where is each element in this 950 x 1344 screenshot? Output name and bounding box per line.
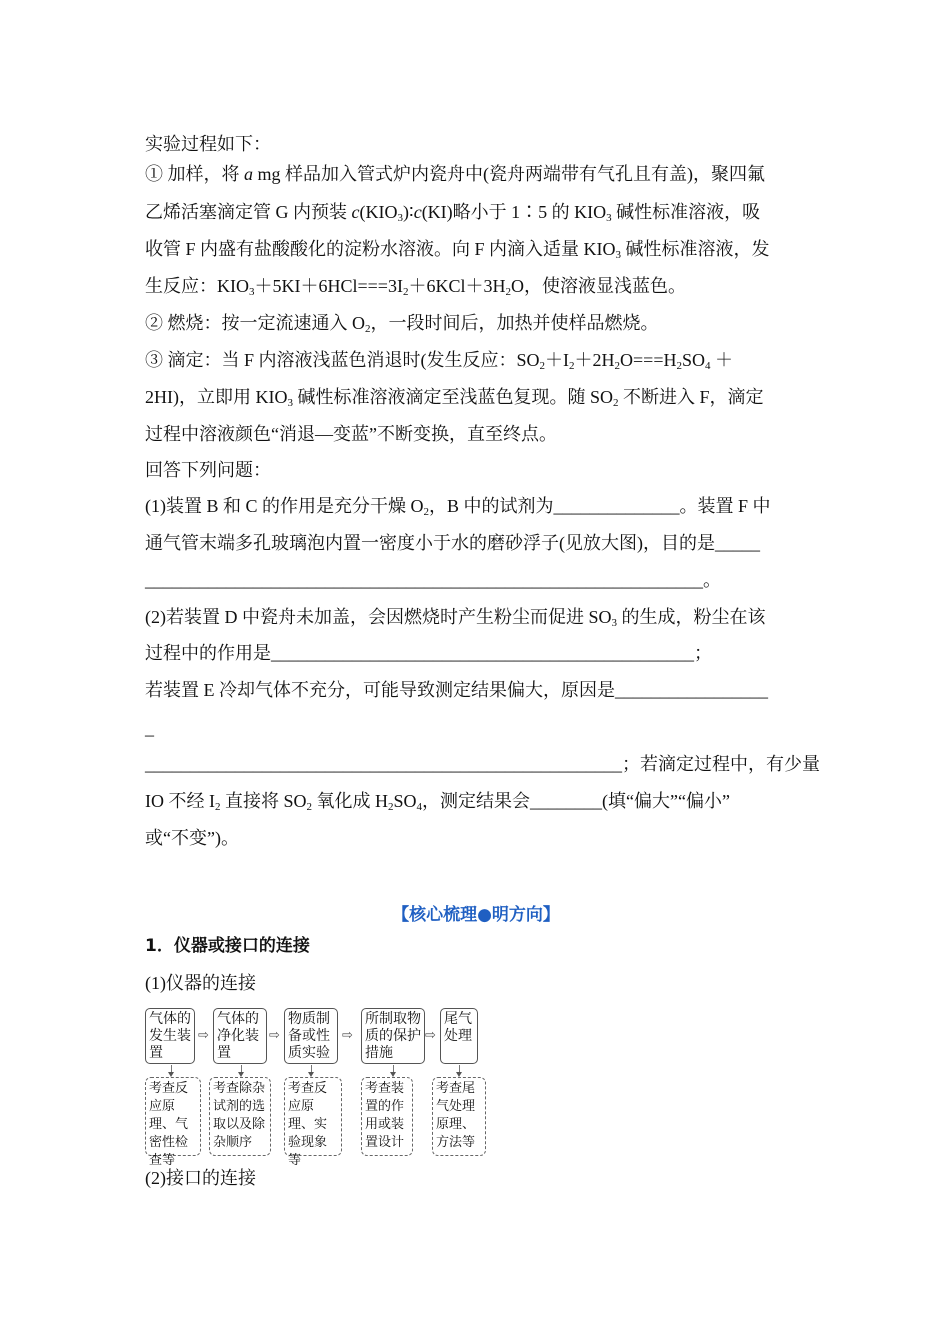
text-line: IO 不经 $I_2$ 直接将 $SO_2$ 氧化成 $H_2SO_4$，测定结果会________(填“偏大”“偏小” (145, 791, 730, 813)
text-line: 生反应：$KIO_3+5KI+6HCl===3I_2+6KCl+3H_2O$，使溶液显浅蓝色。 (145, 276, 686, 298)
right-arrow-icon: ⇨ (342, 1028, 353, 1043)
right-arrow-icon: ⇨ (269, 1028, 280, 1043)
flow-step-box: 气体的净化装置 (213, 1008, 267, 1064)
section-heading: 【核心梳理●明方向】 (392, 905, 560, 925)
flow-note-box: 考查除杂试剂的选取以及除杂顺序 (209, 1077, 271, 1156)
text-line: ③ 滴定：当 F 内溶液浅蓝色消退时(发生反应：$SO_2+I_2+2H_2O===H_2SO_4$ ＋ (145, 350, 733, 372)
flow-step-box: 物质制备或性质实验 (284, 1008, 338, 1064)
down-arrow-icon (393, 1065, 394, 1073)
text-line: 实验过程如下： (145, 134, 271, 154)
text-line: ① 加样，将 a mg 样品加入管式炉内瓷舟中(瓷舟两端带有气孔且有盖)，聚四氟 (145, 164, 765, 184)
down-arrow-icon (311, 1065, 312, 1073)
text-line: ② 燃烧：按一定流速通入 $O_2$，一段时间后，加热并使样品燃烧。 (145, 313, 659, 335)
subheading: (1)仪器的连接 (145, 973, 256, 993)
text-line: 回答下列问题： (145, 460, 271, 480)
question-2-line: (2)若装置 D 中瓷舟未加盖，会因燃烧时产生粉尘而促进 $SO_3$ 的生成，粉尘在该 (145, 607, 766, 629)
flow-step-box: 所制取物质的保护措施 (361, 1008, 425, 1064)
text-line: _ (145, 718, 154, 738)
point-heading: 1．仪器或接口的连接 (145, 936, 310, 956)
right-arrow-icon: ⇨ (198, 1028, 209, 1043)
down-arrow-icon (241, 1065, 242, 1073)
text-line: 收管 F 内盛有盐酸酸化的淀粉水溶液。向 F 内滴入适量 $KIO_3$ 碱性标准溶液，发 (145, 239, 770, 261)
flow-step-box: 气体的发生装置 (145, 1008, 195, 1064)
text-line: 过程中的作用是_______________________________________________； (145, 643, 712, 663)
text-line: 若装置 E 冷却气体不充分，可能导致测定结果偏大，原因是_________________ (145, 680, 768, 700)
flow-note-box: 考查反应原理、气密性检查等 (145, 1077, 201, 1156)
text-line: 乙烯活塞滴定管 G 内预装 $c(KIO_3)∶c(KI)$略小于 1∶5 的 $KIO_3$ 碱性标准溶液，吸 (145, 202, 761, 224)
text-line: _____________________________________________________；若滴定过程中，有少量 (145, 754, 820, 774)
answer-blank-line: ______________________________________________________________。 (145, 570, 721, 590)
text-line: 通气管末端多孔玻璃泡内置一密度小于水的磨砂浮子(见放大图)，目的是_____ (145, 533, 760, 553)
subheading: (2)接口的连接 (145, 1168, 256, 1188)
flow-step-box: 尾气处理 (440, 1008, 478, 1064)
down-arrow-icon (459, 1065, 460, 1073)
text-line: 2HI)，立即用 $KIO_3$ 碱性标准溶液滴定至浅蓝色复现。随 $SO_2$ 不断进入 F，滴定 (145, 387, 764, 409)
down-arrow-icon (171, 1065, 172, 1073)
text-line: 过程中溶液颜色“消退—变蓝”不断变换，直至终点。 (145, 424, 557, 444)
question-1-line: (1)装置 B 和 C 的作用是充分干燥 $O_2$，B 中的试剂为______________。装置 F 中 (145, 496, 771, 518)
flow-note-box: 考查装置的作用或装置设计 (361, 1077, 413, 1156)
instrument-flow-diagram (145, 1008, 490, 1168)
right-arrow-icon: ⇨ (425, 1028, 436, 1043)
flow-note-box: 考查反应原理、实验现象等 (284, 1077, 342, 1156)
flow-note-box: 考查尾气处理原理、方法等 (432, 1077, 486, 1156)
text-line: 或“不变”)。 (145, 828, 239, 848)
